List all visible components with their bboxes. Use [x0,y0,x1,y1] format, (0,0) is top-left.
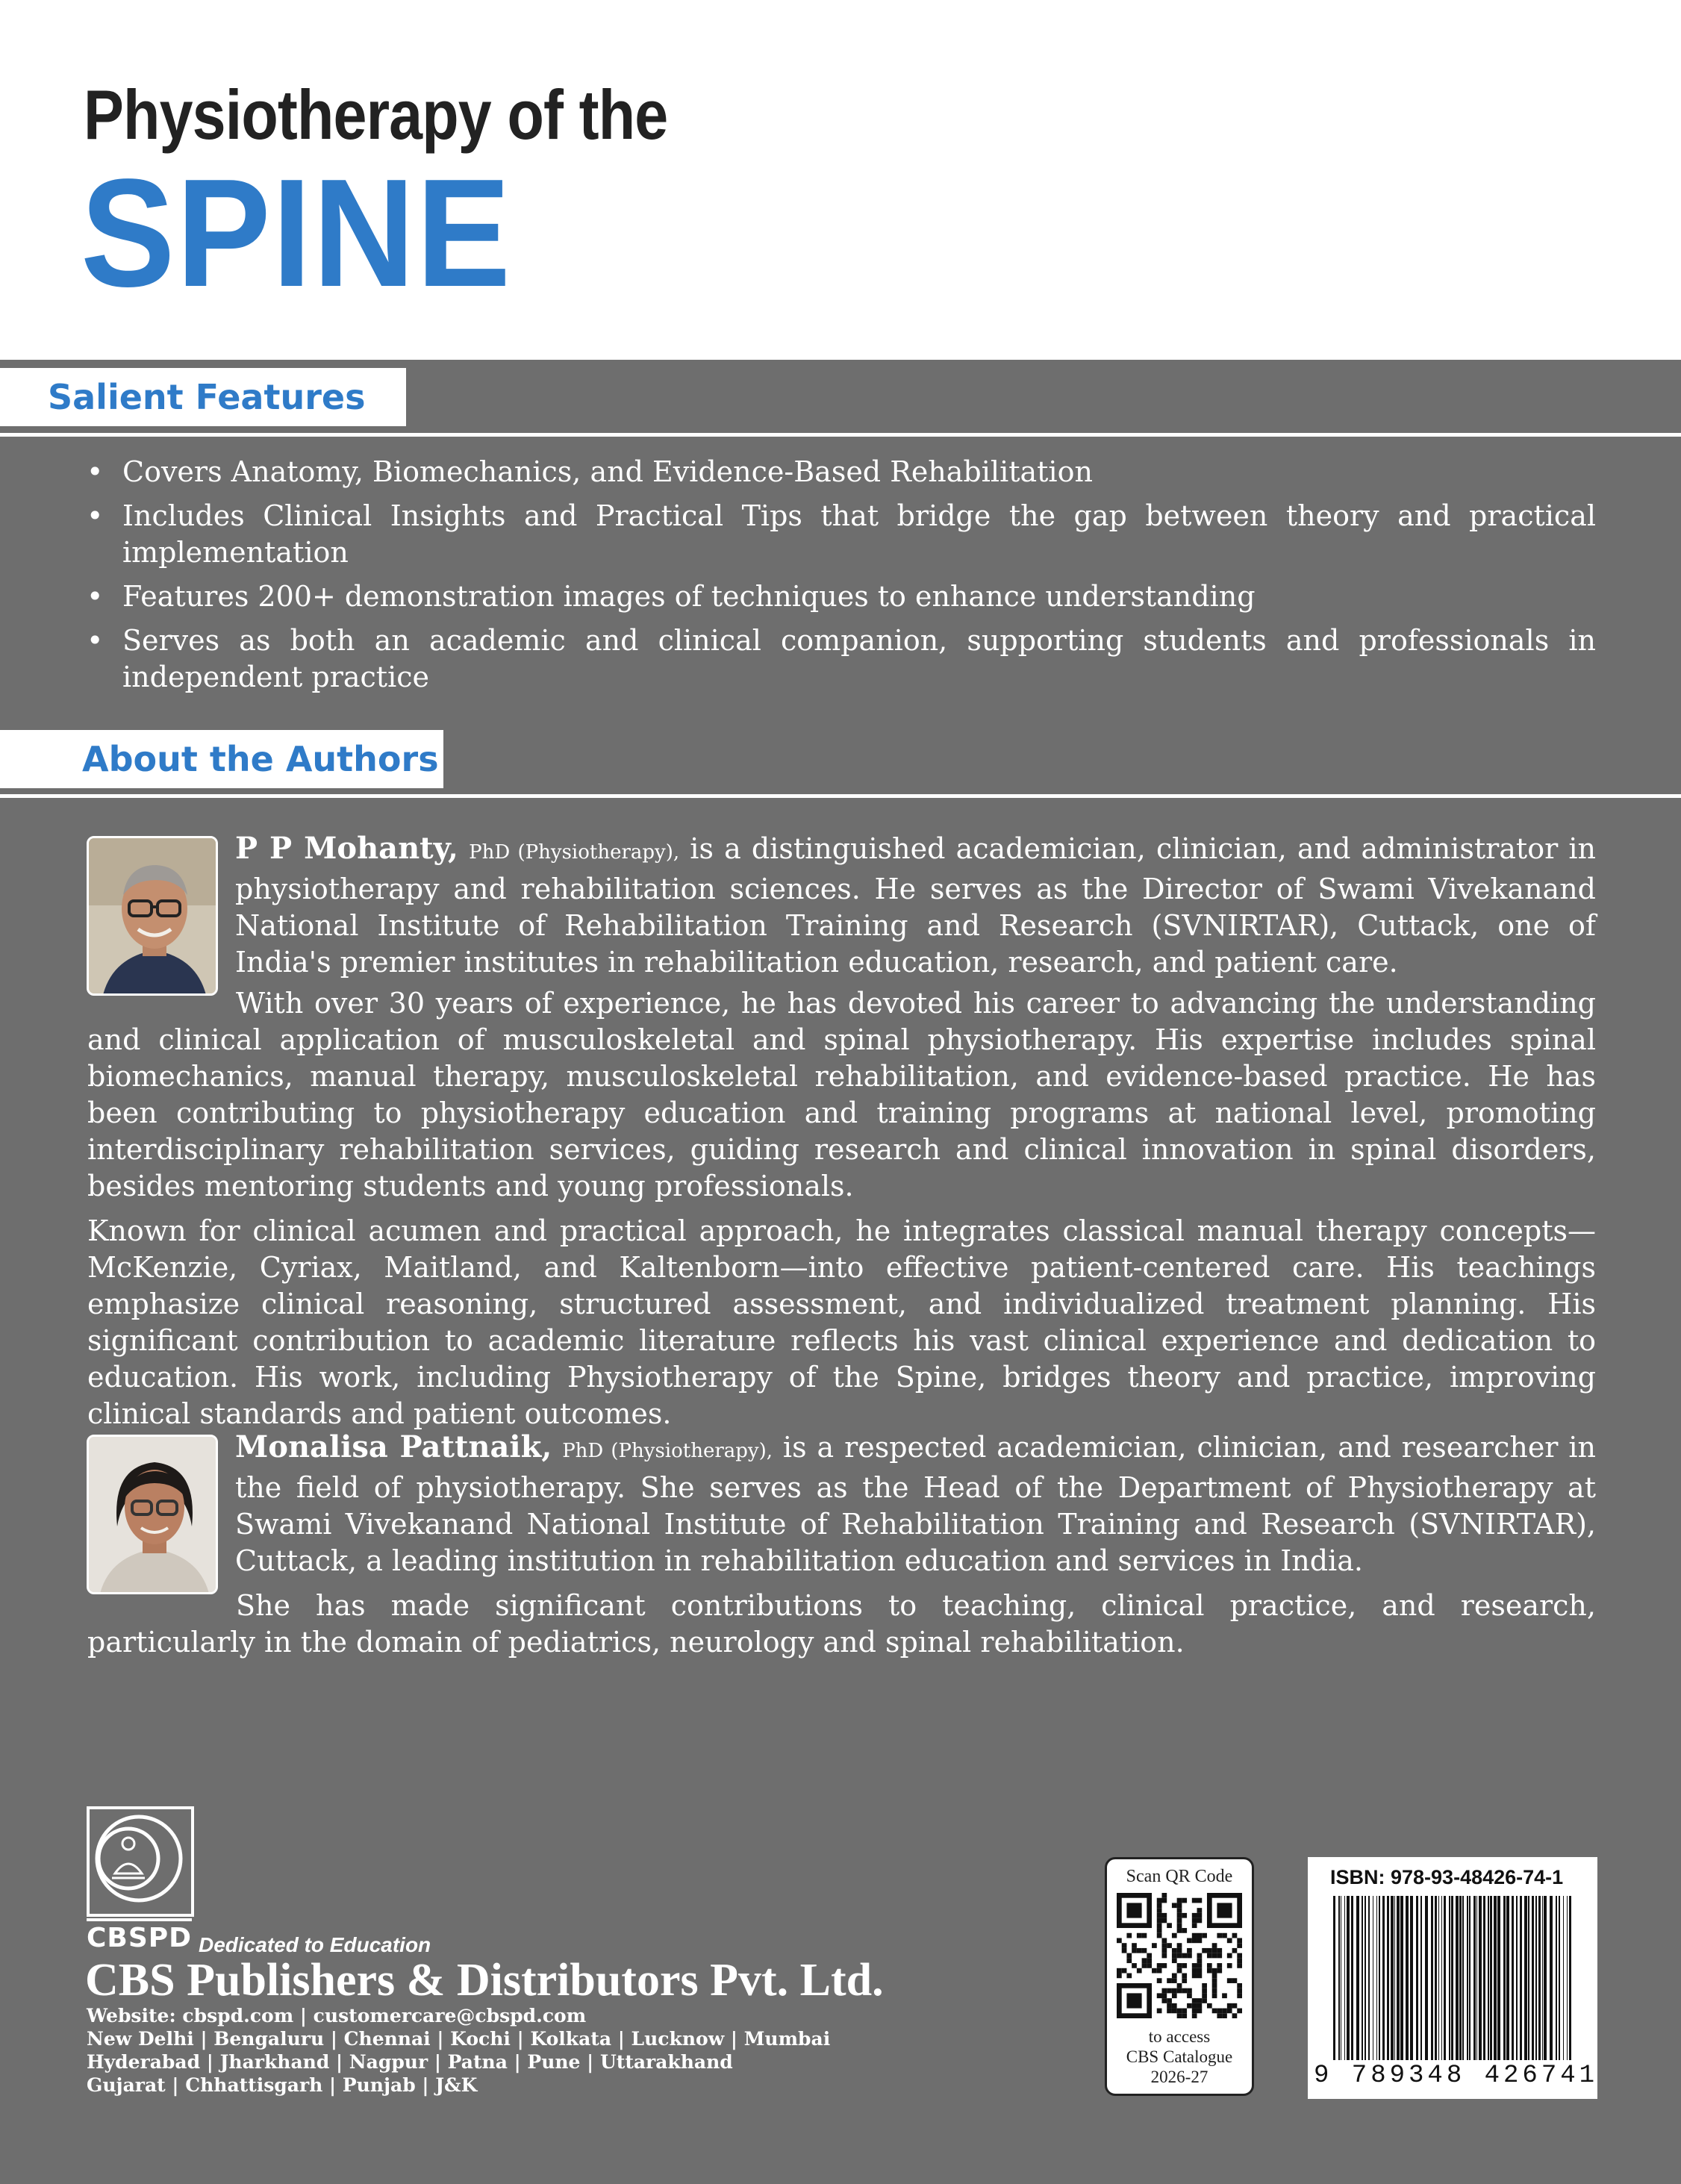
authors-rule [0,794,1681,798]
qr-caption-top: Scan QR Code [1126,1867,1233,1886]
publisher-logo-wordmark: CBSPD [87,1918,192,1953]
barcode [1330,1896,1576,2060]
feature-item: • Serves as both an academic and clinical companion, supporting students and professionals in independent practice [84,623,1596,696]
publisher-cities-1: New Delhi | Bengaluru | Chennai | Kochi | Kolkata | Lucknow | Mumbai [87,2028,831,2050]
author1-para3-wrap [87,1213,1596,1432]
author2-para2: She has made significant contributions to teaching, clinical practice, and research, particularly in the domain of pediatrics, neurology and spinal rehabilitation. [87,1589,1596,1659]
author2-para2-wrap [87,1588,1596,1661]
author1-bio [87,830,1596,989]
qr-caption-line1: to access [1148,2027,1211,2046]
book-title-line1: Physiotherapy of the [84,75,668,154]
publisher-cities-3: Gujarat | Chhattisgarh | Punjab | J&K [87,2074,478,2096]
qr-caption-line3: 2026-27 [1150,2068,1208,2086]
author2-intro-para [0,1429,1596,1579]
author1-para3: Known for clinical acumen and practical approach, he integrates classical manual therapy concepts—McKenzie, Cyriax, Maitland, and Kaltenborn—into effective patient-centered care. His teachings emphasize clinical reasoning, structured assessment, and individualized treatment planning. His significant contribution to academic literature reflects his vast clinical experience and dedication to education. His work, including Physiotherapy of the Spine, bridges theory and practice, improving clinical standards and patient outcomes. [87,1214,1596,1430]
cover-header [0,0,1681,360]
features-heading-tab [0,368,406,426]
author1-para2: With over 30 years of experience, he has devoted his career to advancing the understanding and clinical application of musculoskeletal and spinal physiotherapy. His expertise includes spinal biomechanics, manual therapy, musculoskeletal rehabilitation, and evidence-based practice. He has been contributing to physiotherapy education and training programs at national level, promoting interdisciplinary rehabilitation services, guiding research and clinical innovation in spinal disorders, besides mentoring students and young professionals. [87,987,1596,1202]
author2-name: Monalisa Pattnaik, [235,1429,552,1464]
publisher-contact: Website: cbspd.com | customercare@cbspd.com [87,2005,587,2027]
book-title-line2: SPINE [81,147,512,319]
features-list [84,454,1596,703]
author1-intro: is a distinguished academician, clinician, and administrator in physiotherapy and rehabilitation sciences. He serves as the Director of Swami Vivekanand National Institute of Rehabilitation Training and Research (SVNIRTAR), Cuttack, one of India's premier institutes in rehabilitation education, research, and patient care. [235,832,1596,979]
publisher-name: CBS Publishers & Distributors Pvt. Ltd. [85,1955,884,2006]
features-heading: Salient Features [48,377,366,417]
qr-code[interactable] [1117,1893,1242,2018]
feature-item: • Covers Anatomy, Biomechanics, and Evidence-Based Rehabilitation [84,454,1596,490]
author1-bio-continued [87,985,1596,1441]
author1-degree: PhD (Physiotherapy), [469,841,680,864]
author1-name: P P Mohanty, [235,831,458,866]
qr-card [1105,1857,1254,2096]
isbn-barcode-card [1308,1857,1597,2099]
author1-intro-para [0,830,1596,981]
author2-bio [87,1429,1596,1669]
features-rule [0,433,1681,437]
authors-heading-tab [0,730,443,788]
feature-item: • Features 200+ demonstration images of techniques to enhance understanding [84,578,1596,615]
barcode-digits: 9 789348 426741 [1314,2062,1599,2090]
publisher-tagline: Dedicated to Education [199,1933,431,1956]
feature-item: • Includes Clinical Insights and Practical Tips that bridge the gap between theory and practical implementation [84,498,1596,571]
isbn-label: ISBN: 978-93-48426-74-1 [1330,1866,1564,1888]
author2-intro: is a respected academician, clinician, and researcher in the field of physiotherapy. She serves as the Head of the Department of Physiotherapy at Swami Vivekanand National Institute of Rehabilitation Training and Research (SVNIRTAR), Cuttack, a leading institution in rehabilitation education and services in India. [235,1431,1597,1577]
authors-heading: About the Authors [82,739,439,779]
author1-para2-wrap [87,985,1596,1205]
qr-caption-line2: CBS Catalogue [1126,2047,1233,2066]
publisher-logo [87,1806,194,1917]
author2-degree: PhD (Physiotherapy), [562,1440,773,1462]
publisher-cities-2: Hyderabad | Jharkhand | Nagpur | Patna | Pune | Uttarakhand [87,2051,733,2073]
